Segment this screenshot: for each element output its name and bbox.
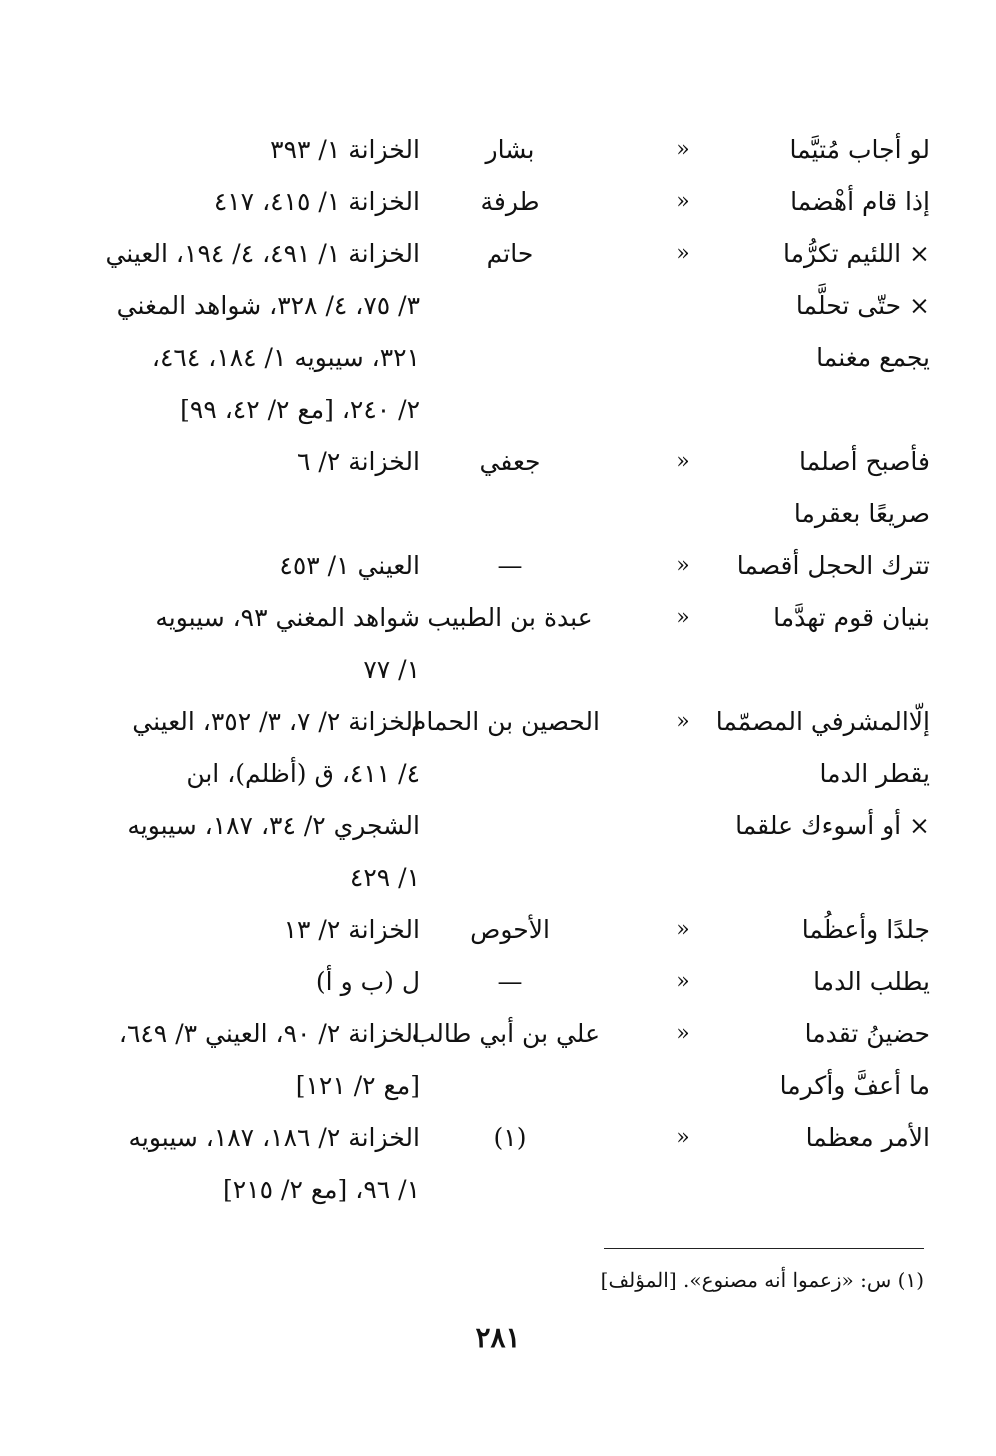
poet-name: بشار [485,135,535,164]
source-reference: ٣/ ٧٥، ٤/ ٣٢٨، شواهد المغني [116,291,420,320]
index-row [70,280,930,332]
verse-ending: × حتّى تحلَّما [795,291,930,320]
verse-ending: × أو أسوءك علقما [735,811,930,840]
index-row [70,852,930,904]
poet-name: عبدة بن الطبيب [427,603,593,632]
verse-ending: يطلب الدما [813,967,930,996]
index-row [70,1164,930,1216]
footnote: (١) س: «زعموا أنه مصنوع». [المؤلف] [600,1268,924,1292]
poet-name: (١) [493,1123,527,1152]
index-row [70,1060,930,1112]
poet-name: حاتم [486,239,534,268]
verse-ending: فأصبح أصلما [799,447,930,476]
source-reference [70,488,420,540]
ditto-mark [668,1060,698,1112]
source-reference: العيني ١/ ٤٥٣ [279,551,420,580]
index-row [70,696,930,748]
source-reference: الخزانة ٢/ ٦ [297,447,420,476]
verse-ending: بنيان قوم تهدَّما [773,603,930,632]
verse-ending [680,1164,930,1216]
footnote-separator [604,1248,924,1249]
poet-name [420,1164,600,1216]
verse-ending: ما أعفَّ وأكرما [779,1071,930,1100]
ditto-mark: « [676,1125,690,1150]
source-reference: الخزانة ١/ ٤٩١، ٤/ ١٩٤، العيني [105,239,420,268]
ditto-mark [668,332,698,384]
source-reference: الخزانة ١/ ٤١٥، ٤١٧ [213,187,420,216]
ditto-mark: « [676,917,690,942]
source-reference: ٤/ ٤١١، ق (أظلم)، ابن [186,759,420,788]
verse-ending: إذا قام أهْضما [790,187,930,216]
source-reference: شواهد المغني ٩٣، سيبويه [155,603,420,632]
poet-name: — [497,551,523,580]
index-row [70,436,930,488]
source-reference: ١/ ٧٧ [363,655,420,684]
ditto-mark [668,280,698,332]
index-row [70,748,930,800]
ditto-mark [668,748,698,800]
poet-name [420,488,600,540]
ditto-mark [668,644,698,696]
source-reference: الخزانة ٢/ ١٣ [283,915,420,944]
ditto-mark: « [676,241,690,266]
verse-ending: تترك الحجل أقصما [736,551,930,580]
poet-name: الأحوص [470,915,550,944]
index-row [70,488,930,540]
index-row [70,592,930,644]
source-reference: ١/ ٩٦، [مع ٢/ ٢١٥] [223,1175,420,1204]
verse-ending: الأمر معظما [805,1123,930,1152]
poet-name [420,800,600,852]
index-row [70,332,930,384]
poet-name: الحصين بن الحمام [410,707,600,736]
ditto-mark [668,488,698,540]
index-row [70,1112,930,1164]
index-row [70,176,930,228]
source-reference: ٣٢١، سيبويه ١/ ١٨٤، ٤٦٤، [151,343,420,372]
source-reference: الخزانة ٢/ ٧، ٣/ ٣٥٢، العيني [132,707,420,736]
verse-ending: يجمع مغنما [816,343,930,372]
source-reference: ١/ ٤٢٩ [349,863,420,892]
source-reference: الخزانة ٢/ ١٨٦، ١٨٧، سيبويه [128,1123,420,1152]
poet-name [420,280,600,332]
source-reference: [مع ٢/ ١٢١] [295,1071,420,1100]
verse-ending: إلّاالمشرفي المصمّما [715,707,930,736]
ditto-mark: « [676,189,690,214]
verse-ending [680,644,930,696]
poet-name [420,852,600,904]
ditto-mark: « [676,1021,690,1046]
verse-ending: × اللئيم تكرُّما [783,239,930,268]
source-reference: الشجري ٢/ ٣٤، ١٨٧، سيبويه [127,811,420,840]
index-row [70,904,930,956]
ditto-mark: « [676,137,690,162]
page-number: ٢٨١ [475,1321,521,1354]
index-row [70,384,930,436]
ditto-mark: « [676,605,690,630]
verse-ending [680,852,930,904]
ditto-mark [668,384,698,436]
ditto-mark: « [676,553,690,578]
index-row [70,540,930,592]
verse-ending: صريعًا بعقرما [793,499,930,528]
verse-ending [680,384,930,436]
index-row [70,1008,930,1060]
poet-name [420,1060,600,1112]
verse-ending: حضينُ تقدما [804,1019,930,1048]
poet-name: طرفة [480,187,540,216]
ditto-mark: « [676,709,690,734]
poet-name [420,384,600,436]
poet-name [420,644,600,696]
poet-name [420,332,600,384]
source-reference: الخزانة ١/ ٣٩٣ [270,135,420,164]
index-row [70,800,930,852]
source-reference: ٢/ ٢٤٠، [مع ٢/ ٤٢، ٩٩] [180,395,420,424]
ditto-mark: « [676,969,690,994]
index-row [70,956,930,1008]
ditto-mark: « [676,449,690,474]
verse-ending: يقطر الدما [819,759,930,788]
poet-name [420,748,600,800]
poet-name: علي بن أبي طالب [411,1019,600,1048]
verse-ending: جلدًا وأعظُما [801,915,930,944]
verse-index-table [70,124,930,1216]
ditto-mark [668,800,698,852]
index-row [70,644,930,696]
poet-name: — [497,967,523,996]
index-row [70,124,930,176]
poet-name: جعفي [479,447,541,476]
source-reference: الخزانة ٢/ ٩٠، العيني ٣/ ٦٤٩، [118,1019,420,1048]
verse-ending: لو أجاب مُتيَّما [789,135,930,164]
ditto-mark [668,1164,698,1216]
ditto-mark [668,852,698,904]
source-reference: ل (ب و أ) [315,967,420,996]
index-row [70,228,930,280]
